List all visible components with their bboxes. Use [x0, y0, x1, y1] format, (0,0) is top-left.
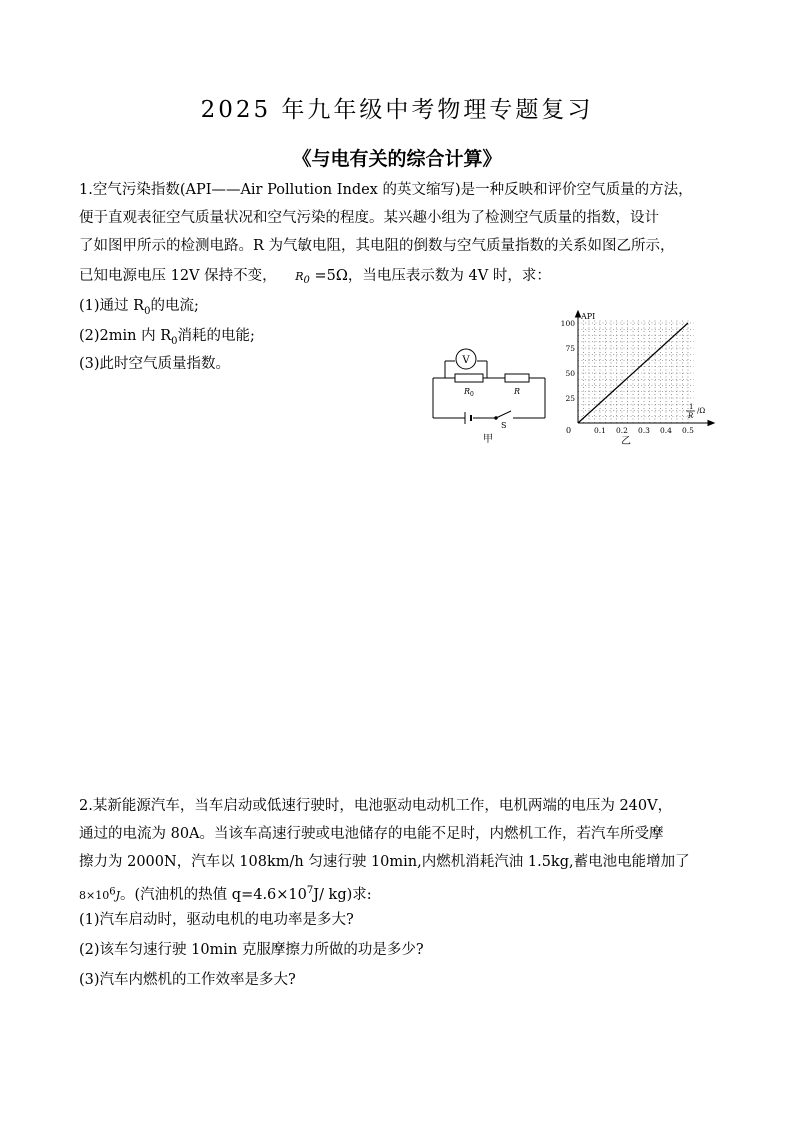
page-subtitle: 《与电有关的综合计算》 [292, 148, 502, 170]
q1-line-4b: =5Ω，当电压表示数为 4V 时，求： [309, 268, 551, 284]
page-title: 2025 年九年级中考物理专题复习 [200, 97, 594, 123]
x-tick-label: 0.1 [594, 426, 606, 435]
voltmeter-icon [456, 349, 476, 369]
q1-line-2: 便于直观表征空气质量状况和空气污染的程度。某兴趣小组为了检测空气质量的指数，设计 [79, 210, 659, 226]
x-axis-label [686, 403, 705, 420]
resistor-r0 [455, 374, 483, 398]
y-tick-label: 100 [560, 319, 575, 328]
q1-line-1: 1.空气污染指数(API——Air Pollution Index 的英文缩写)是一种反映和评价空气质量的方法， [79, 182, 693, 198]
switch-icon [495, 411, 511, 419]
y-tick-label: 75 [565, 344, 575, 353]
y-tick-label: 25 [565, 394, 575, 403]
q1-item-1: (1)通过 $R_0$的电流; [79, 298, 199, 317]
q2-item-2: (2)该车匀速行驶 10min 克服摩擦力所做的功是多少? [79, 942, 424, 958]
q2-item-1: (1)汽车启动时，驱动电机的电功率是多大? [79, 912, 354, 928]
svg-text:R: R [688, 412, 694, 420]
q1-line-4 [79, 266, 551, 291]
energy-value: $8\times 10^6J$ [79, 886, 121, 902]
switch-label: S [501, 421, 507, 430]
svg-text:0: 0 [470, 391, 474, 398]
x-tick-label: 0.4 [660, 426, 672, 435]
circuit-diagram [425, 345, 555, 445]
circuit-label: 甲 [483, 434, 493, 445]
svg-text:R: R [514, 387, 521, 396]
origin-label: 0 [566, 426, 572, 435]
svg-text:V: V [462, 355, 470, 366]
r0-symbol: $R_0$ [295, 270, 310, 287]
q2-line-3: 擦力为 2000N，汽车以 108km/h 匀速行驶 10min,内燃机消耗汽油 1.5kg,蓄电池电能增加了 [79, 854, 690, 870]
q2-line-4: $8\times 10^6J$。(汽油机的热值 $q=4.6\times 10^7J/$ kg)求: [79, 885, 372, 903]
q1-line-3: 了如图甲所示的检测电路。R 为气敏电阻，其电阻的倒数与空气质量指数的关系如图乙所示， [79, 238, 675, 254]
q2-line-2: 通过的电流为 80A。当该车高速行驶或电池储存的电能不足时，内燃机工作，若汽车所受摩 [79, 826, 664, 842]
svg-text:/Ω: /Ω [697, 407, 706, 415]
x-tick-label: 0.3 [638, 426, 650, 435]
x-tick-label: 0.2 [616, 426, 628, 435]
q2-line-1: 2.某新能源汽车，当车启动或低速行驶时，电池驱动电动机工作，电机两端的电压为 240V， [79, 798, 673, 814]
y-axis-label: API [581, 312, 596, 321]
y-tick-label: 50 [565, 369, 575, 378]
api-graph [558, 308, 718, 446]
q2-item-3: (3)汽车内燃机的工作效率是多大? [79, 972, 296, 988]
svg-text:1: 1 [689, 403, 694, 411]
x-tick-label: 0.5 [682, 426, 694, 435]
resistor-r [505, 374, 529, 396]
q1-line-4a: 已知电源电压 12V 保持不变， [79, 268, 277, 284]
q1-item-3: (3)此时空气质量指数。 [79, 356, 231, 372]
battery-icon [465, 412, 471, 424]
graph-label: 乙 [621, 436, 631, 446]
q1-item-2: (2)2min 内 $R_0$消耗的电能; [79, 328, 255, 347]
svg-text:R: R [464, 387, 471, 396]
